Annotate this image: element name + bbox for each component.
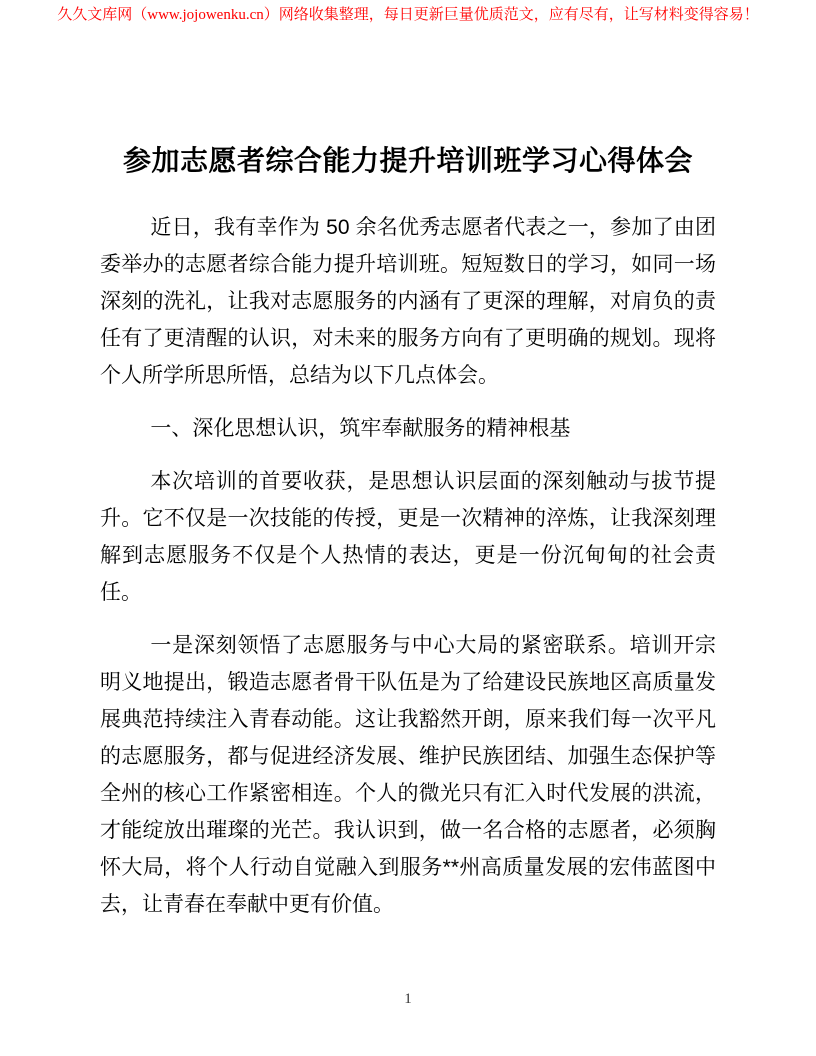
document-content (100, 140, 716, 939)
document-title: 参加志愿者综合能力提升培训班学习心得体会 (122, 145, 693, 176)
body-paragraph: 本次培训的首要收获，是思想认识层面的深刻触动与拔节提升。它不仅是一次技能的传授，更是一次精神的淬炼，让我深刻理解到志愿服务不仅是个人热情的表达，更是一份沉甸甸的社会责任。 (100, 470, 716, 604)
section-heading: 一、深化思想认识，筑牢奉献服务的精神根基 (150, 417, 571, 440)
watermark-header: 久久文库网（www.jojowenku.cn）网络收集整理，每日更新巨量优质范文，应有尽有，让写材料变得容易！ (57, 7, 759, 23)
body-paragraph: 近日，我有幸作为 50 余名优秀志愿者代表之一，参加了由团委举办的志愿者综合能力提升培训班。短短数日的学习，如同一场深刻的洗礼，让我对志愿服务的内涵有了更深的理解，对肩负的责任有了更清醒的认识，对未来的服务方向有了更明确的规划。现将个人所学所思所悟，总结为以下几点体会。 (100, 216, 716, 387)
page-number: 1 (404, 991, 412, 1007)
document-body (100, 209, 716, 923)
body-paragraph: 一是深刻领悟了志愿服务与中心大局的紧密联系。培训开宗明义地提出，锻造志愿者骨干队伍是为了给建设民族地区高质量发展典范持续注入青春动能。这让我豁然开朗，原来我们每一次平凡的志愿服务，都与促进经济发展、维护民族团结、加强生态保护等全州的核心工作紧密相连。个人的微光只有汇入时代发展的洪流，才能绽放出璀璨的光芒。我认识到，做一名合格的志愿者，必须胸怀大局，将个人行动自觉融入到服务**州高质量发展的宏伟蓝图中去，让青春在奉献中更有价值。 (100, 634, 716, 916)
page-footer (0, 991, 816, 1008)
